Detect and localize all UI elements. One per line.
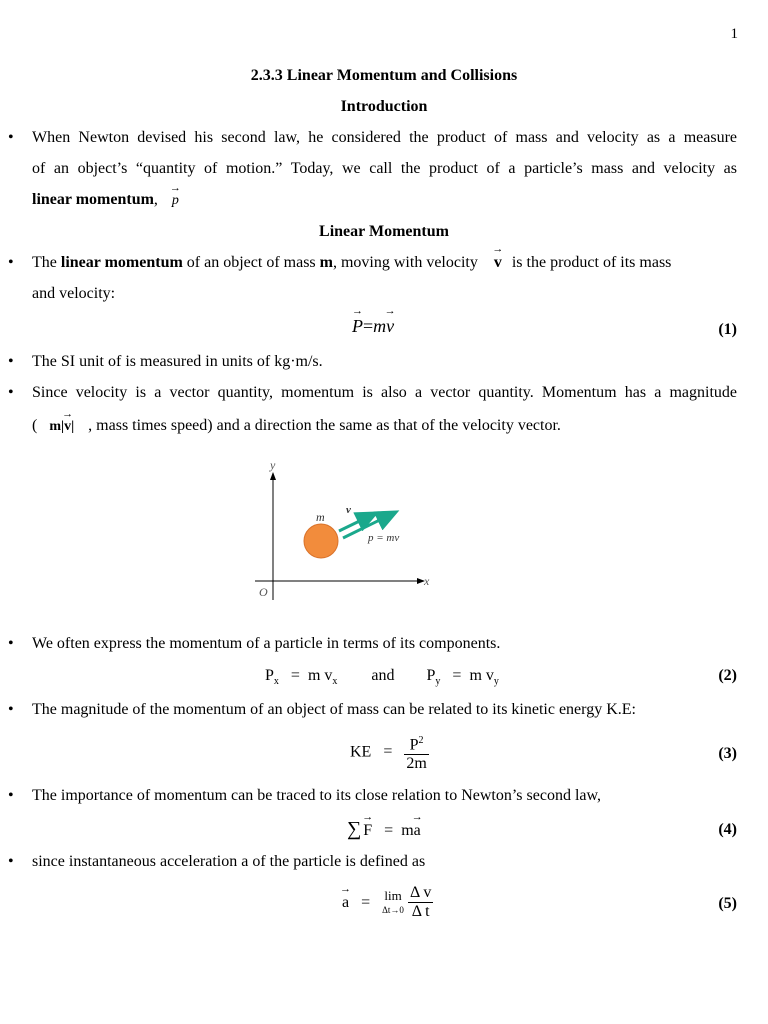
equals: = (363, 316, 374, 336)
symbol-p-vector: → P (352, 316, 363, 337)
si-unit-text: The SI unit of is measured in units of kg·m/s. (32, 353, 323, 370)
symbol-p: P (426, 667, 436, 684)
sigma-symbol: ∑ (347, 818, 362, 840)
bullet-marker: • (8, 701, 14, 718)
bullet-marker: • (8, 129, 14, 146)
equation-5 (342, 884, 433, 921)
symbol-v-vector: → v (386, 316, 394, 337)
linear-momentum-heading: Linear Momentum (319, 223, 449, 240)
equation-number-5: (5) (718, 895, 737, 912)
velocity-arrow (339, 514, 374, 531)
symbol-m: m (373, 316, 387, 336)
equation-4 (347, 818, 421, 841)
page-title: 2.3.3 Linear Momentum and Collisions (250, 67, 518, 84)
momentum-label: p = mv (368, 532, 400, 544)
equals: = (452, 667, 462, 684)
lm-definition-line-2: and velocity: (32, 285, 116, 302)
text: , moving with velocity (332, 254, 478, 271)
equation-3 (350, 732, 429, 773)
bullet-marker: • (8, 787, 14, 804)
equals: = (383, 743, 393, 761)
ke-symbol: KE (350, 743, 372, 761)
momentum-figure (250, 455, 440, 605)
newton-text: The importance of momentum can be traced to its close relation to Newton’s second law, (32, 787, 602, 804)
symbol-p: → p (172, 193, 179, 209)
text: , mass times speed) and a direction the same as that of the velocity vector. (88, 417, 561, 434)
text: is the product of its mass (511, 254, 672, 271)
subscript-y: y (493, 676, 499, 688)
components-text: We often express the momentum of a particle in terms of its components. (32, 635, 501, 652)
mass-label: m (316, 510, 325, 524)
equals: = (290, 667, 300, 684)
symbol-f-vector: → F (363, 822, 372, 840)
paren-open: ( (32, 417, 38, 434)
denominator: 2m (406, 755, 427, 773)
symbol-a-vector: → a (414, 822, 421, 840)
bullet-marker: • (8, 384, 14, 401)
lim-subscript: Δt→0 (382, 904, 404, 915)
equals: = (384, 822, 394, 839)
acceleration-text: since instantaneous acceleration a of the particle is defined as (32, 853, 426, 870)
y-axis-label: y (270, 458, 276, 472)
symbol-a-vector: → a (342, 894, 349, 912)
numerator (404, 732, 428, 755)
bullet-marker: • (8, 254, 14, 271)
x-axis-label: x (424, 574, 430, 588)
text: | (71, 419, 75, 434)
text: m| (49, 419, 65, 434)
fraction (408, 884, 433, 921)
subscript-x: x (273, 676, 279, 688)
denominator: Δ t (411, 903, 430, 920)
term-linear-momentum: linear momentum (60, 254, 183, 271)
comma: , (153, 191, 158, 208)
origin-label: O (259, 585, 268, 599)
bullet-marker: • (8, 353, 14, 370)
equation-number-4: (4) (718, 821, 737, 838)
equation-number-2: (2) (718, 667, 737, 684)
intro-line-2: of an object’s “quantity of motion.” Today, we call the product of a particle’s mass and velocity as (32, 160, 737, 177)
fraction (404, 732, 428, 773)
symbol-p: P (409, 736, 419, 754)
velocity-label: v (346, 504, 351, 516)
symbol-v-vector: → v (494, 254, 502, 272)
intro-line-1: When Newton devised his second law, he considered the product of mass and velocity as a measure (32, 129, 737, 146)
symbol-m: m (319, 254, 333, 271)
symbol-p: P (265, 667, 274, 684)
equals: = (361, 893, 371, 911)
text: of an object of mass (182, 254, 320, 271)
equation-number-3: (3) (718, 745, 737, 762)
subscript-x: x (332, 676, 338, 688)
kinetic-energy-text: The magnitude of the momentum of an object of mass can be related to its kinetic energy K.E: (32, 701, 636, 718)
superscript-2: 2 (418, 735, 424, 746)
vector-line-2 (32, 417, 737, 435)
magnitude-expression (49, 419, 74, 434)
numerator: Δ v (409, 884, 432, 901)
symbol-v-vector: → v (64, 419, 71, 435)
mass-velocity: m v (469, 667, 494, 684)
equation-1 (352, 316, 394, 337)
mass-velocity: m v (307, 667, 333, 684)
particle-ball (304, 524, 338, 558)
symbol-m: m (401, 822, 414, 839)
intro-heading: Introduction (340, 98, 428, 115)
text: The (32, 254, 61, 271)
equation-2 (265, 667, 499, 687)
page-number: 1 (730, 26, 738, 42)
limit-operator (382, 889, 404, 917)
term-linear-momentum: linear momentum (32, 191, 154, 208)
bullet-marker: • (8, 635, 14, 652)
equation-number-1: (1) (718, 321, 737, 338)
lm-definition-line-1 (32, 254, 737, 272)
vector-line-1: Since velocity is a vector quantity, momentum is also a vector quantity. Momentum has a magnitude (32, 384, 737, 401)
lim-text: lim (384, 887, 402, 903)
and-text: and (371, 667, 395, 684)
intro-line-3 (32, 191, 737, 209)
subscript-y: y (435, 676, 441, 688)
bullet-marker: • (8, 853, 14, 870)
